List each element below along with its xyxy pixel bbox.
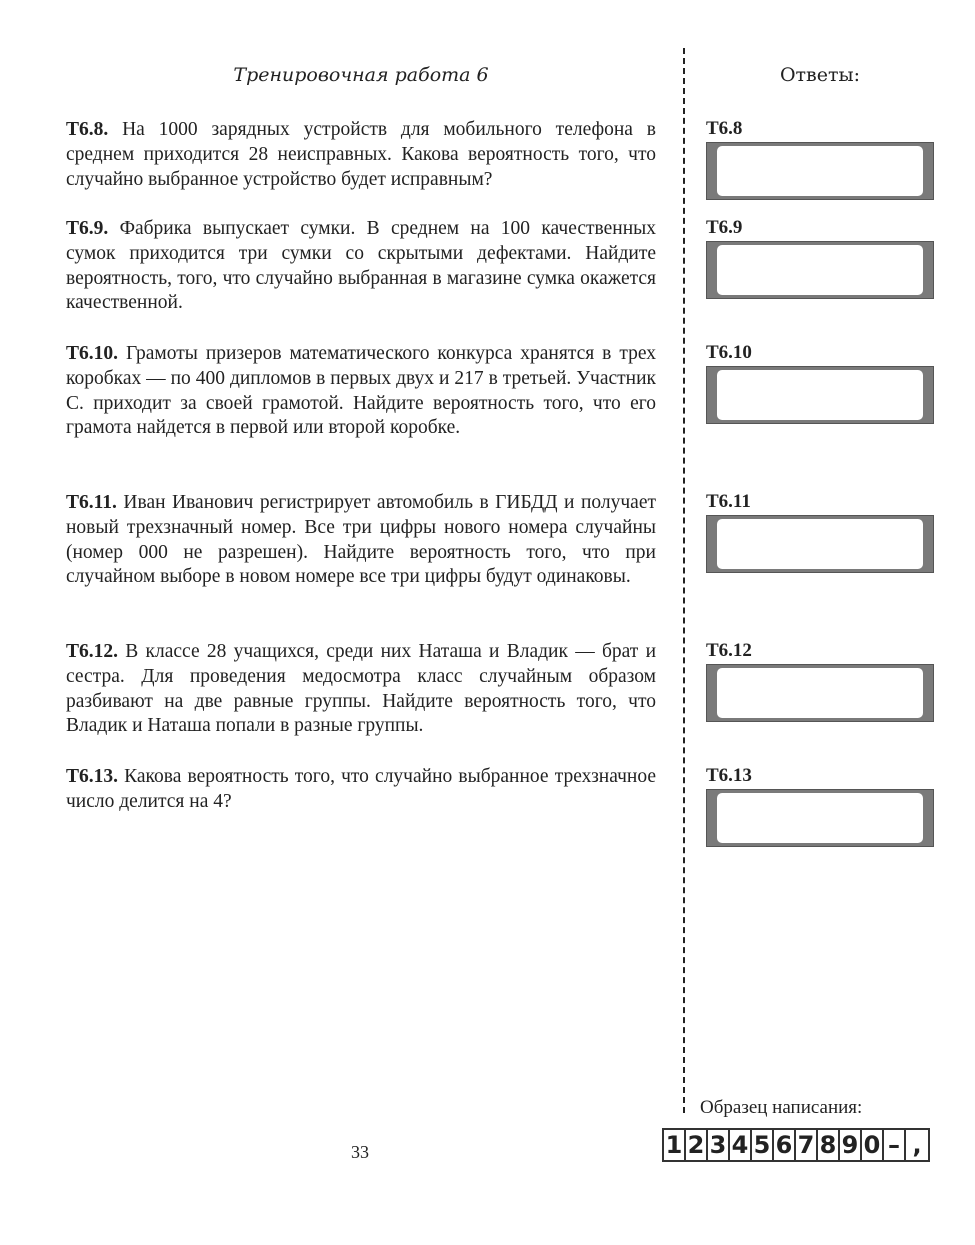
sample-digit: 6 — [774, 1130, 796, 1160]
problem-text: Какова вероятность того, что случайно выбранное трехзначное число делится на 4? — [66, 766, 656, 812]
sample-digit: 8 — [818, 1130, 840, 1160]
sample-digit: 3 — [708, 1130, 730, 1160]
answer-field-t6-9[interactable] — [706, 241, 934, 299]
problem-number: Т6.12. — [66, 641, 119, 662]
answer-field-t6-10[interactable] — [706, 366, 934, 424]
problem-text: На 1000 зарядных устройств для мобильного телефона в среднем приходится 28 неисправных. Какова вероятность того, что случайно выбранное устройство будет исправным? — [66, 119, 656, 190]
problem-text: В классе 28 учащихся, среди них Наташа и Владик — брат и сестра. Для проведения медосмотра класс случайным образом разбивают на две равные группы. Найдите вероятность того, что Владик и Наташа попали в разные группы. — [66, 641, 657, 737]
problem-t6-8 — [66, 118, 656, 192]
answer-label-t6-10: Т6.10 — [706, 342, 752, 363]
sample-digit: 5 — [752, 1130, 774, 1160]
answer-field-t6-12[interactable] — [706, 664, 934, 722]
problem-t6-12 — [66, 640, 656, 739]
page-title: Тренировочная работа 6 — [233, 64, 489, 86]
problem-number: Т6.13. — [66, 766, 119, 787]
answer-field-t6-13[interactable] — [706, 789, 934, 847]
answer-label-t6-13: Т6.13 — [706, 765, 752, 786]
sample-digits — [662, 1128, 930, 1162]
problem-t6-11 — [66, 491, 656, 590]
answer-field-t6-11[interactable] — [706, 515, 934, 573]
problem-t6-9 — [66, 217, 656, 316]
problem-number: Т6.10. — [66, 343, 119, 364]
sample-digit: 7 — [796, 1130, 818, 1160]
answer-label-t6-12: Т6.12 — [706, 640, 752, 661]
sample-digit: 1 — [664, 1130, 686, 1160]
sample-writing-label: Образец написания: — [700, 1097, 863, 1118]
problem-text: Иван Иванович регистрирует автомобиль в ГИБДД и получает новый трехзначный номер. Все три цифры нового номера случайны (номер 000 не разрешен). Найдите вероятность того, что при случайном выборе в новом номере все три цифры будут одинаковы. — [66, 492, 657, 588]
sample-digit: 0 — [862, 1130, 884, 1160]
answers-heading: Ответы: — [779, 64, 861, 86]
sample-digit: – — [884, 1130, 906, 1160]
problem-text: Грамоты призеров математического конкурса хранятся в трех коробках — по 400 дипломов в первых двух и 217 в третьей. Участник С. приходит за своей грамотой. Найдите вероятность того, что его грамота найдется в первой или второй коробке. — [66, 343, 657, 439]
problem-t6-13 — [66, 765, 656, 815]
answer-label-t6-11: Т6.11 — [706, 491, 751, 512]
answer-label-t6-9: Т6.9 — [706, 217, 743, 238]
answer-label-t6-8: Т6.8 — [706, 118, 743, 139]
problem-number: Т6.11. — [66, 492, 117, 513]
sample-digit: , — [912, 1131, 922, 1159]
dashed-divider — [683, 48, 685, 1113]
sample-digit: 9 — [840, 1130, 862, 1160]
problem-text: Фабрика выпускает сумки. В среднем на 100 качественных сумок приходится три сумки со скрытыми дефектами. Найдите вероятность, того, что случайно выбранная в магазине сумка окажется качественной. — [66, 218, 657, 314]
page-number: 33 — [351, 1142, 369, 1162]
problem-t6-10 — [66, 342, 656, 441]
sample-digit: 4 — [730, 1130, 752, 1160]
problem-number: Т6.8. — [66, 119, 109, 140]
problem-number: Т6.9. — [66, 218, 109, 239]
answer-field-t6-8[interactable] — [706, 142, 934, 200]
sample-digit: 2 — [686, 1130, 708, 1160]
